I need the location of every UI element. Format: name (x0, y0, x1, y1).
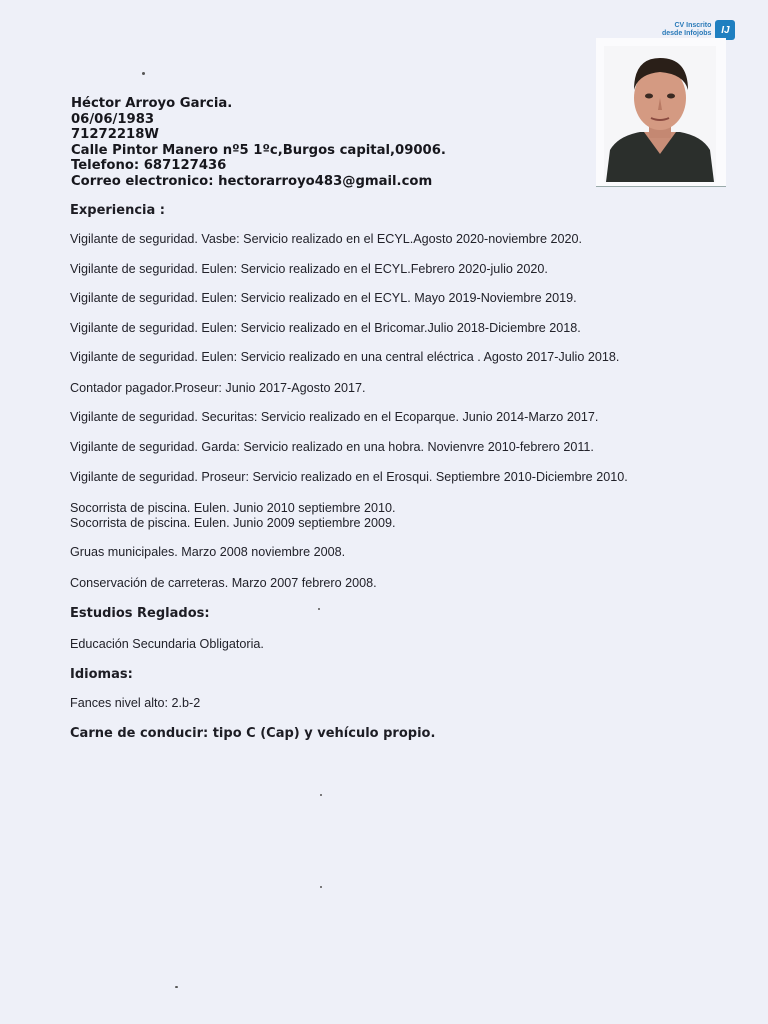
experience-item: Socorrista de piscina. Eulen. Junio 2009 septiembre 2009. (70, 516, 396, 530)
experience-title: Experiencia : (70, 203, 165, 218)
studies-item: Educación Secundaria Obligatoria. (70, 637, 264, 651)
profile-photo-frame (596, 38, 726, 187)
birth-date: 06/06/1983 (71, 111, 155, 127)
scan-speck (320, 794, 322, 796)
badge-text (662, 22, 711, 38)
experience-item: Vigilante de seguridad. Eulen: Servicio realizado en el Bricomar.Julio 2018-Diciembre 2018. (70, 321, 581, 335)
experience-item: Vigilante de seguridad. Eulen: Servicio realizado en el ECYL. Mayo 2019-Noviembre 2019. (70, 291, 577, 305)
scan-speck (320, 886, 322, 888)
personal-info (71, 96, 446, 189)
scan-speck (142, 72, 145, 75)
phone: Telefono: 687127436 (71, 158, 227, 173)
languages-title: Idiomas: (70, 667, 133, 682)
experience-item: Gruas municipales. Marzo 2008 noviembre 2008. (70, 545, 346, 559)
experience-item: Socorrista de piscina. Eulen. Junio 2010 septiembre 2010. (70, 501, 396, 515)
email: Correo electronico: hectorarroyo483@gmail.com (71, 173, 433, 189)
driving-license: Carne de conducir: tipo C (Cap) y vehículo propio. (70, 726, 436, 741)
experience-item: Vigilante de seguridad. Vasbe: Servicio realizado en el ECYL.Agosto 2020-noviembre 2020. (70, 232, 583, 246)
experience-item: Vigilante de seguridad. Eulen: Servicio realizado en una central eléctrica . Agosto 2017-Julio 2018. (70, 350, 620, 364)
full-name: Héctor Arroyo Garcia. (71, 96, 233, 111)
infojobs-badge (662, 20, 735, 40)
badge-line-2: desde Infojobs (662, 30, 712, 37)
languages-item: Fances nivel alto: 2.b-2 (70, 696, 201, 710)
experience-item: Vigilante de seguridad. Securitas: Servicio realizado en el Ecoparque. Junio 2014-Marzo 2017. (70, 410, 599, 424)
experience-item: Vigilante de seguridad. Eulen: Servicio realizado en el ECYL.Febrero 2020-julio 2020. (70, 262, 548, 276)
badge-line-1: CV Inscrito (674, 22, 712, 29)
scan-speck (318, 608, 320, 610)
experience-item: Vigilante de seguridad. Garda: Servicio realizado en una hobra. Novienvre 2010-febrero 2011. (70, 440, 594, 454)
experience-item: Conservación de carreteras. Marzo 2007 febrero 2008. (70, 576, 377, 590)
scan-speck (175, 986, 178, 988)
id-number: 71272218W (71, 127, 159, 142)
infojobs-logo-icon: IJ (715, 20, 735, 40)
person-photo-icon (604, 46, 716, 182)
experience-item: Contador pagador.Proseur: Junio 2017-Agosto 2017. (70, 381, 366, 395)
address: Calle Pintor Manero nº5 1ºc,Burgos capital,09006. (71, 142, 446, 158)
studies-title: Estudios Reglados: (70, 606, 210, 621)
experience-item: Vigilante de seguridad. Proseur: Servicio realizado en el Erosqui. Septiembre 2010-Diciembre 2010. (70, 470, 628, 484)
